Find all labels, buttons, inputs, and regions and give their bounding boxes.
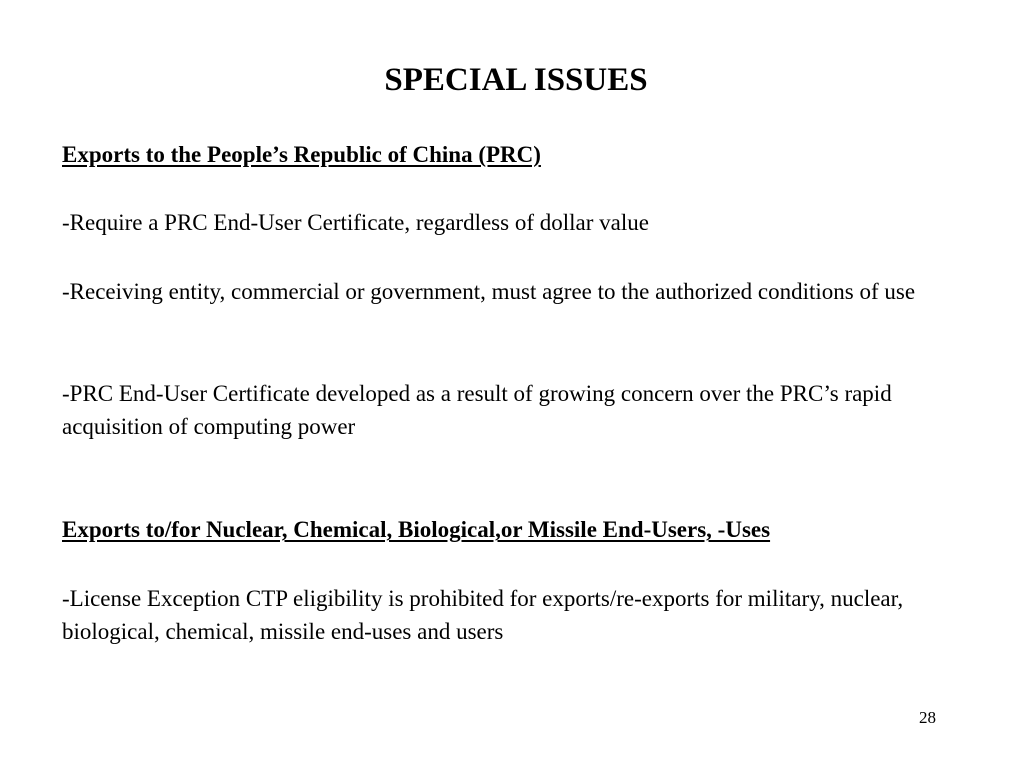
bullet-ctp-prohibited: -License Exception CTP eligibility is prohibited for exports/re-exports for military, nuclear, biological, chemical, missile end-uses and users — [62, 586, 904, 644]
bullet-prc-certificate: -Require a PRC End-User Certificate, regardless of dollar value — [62, 210, 649, 235]
slide-title: SPECIAL ISSUES — [384, 62, 648, 98]
page-number: 28 — [919, 708, 936, 727]
bullet-prc-computing-concern: -PRC End-User Certificate developed as a result of growing concern over the PRC’s rapid acquisition of computing power — [62, 381, 892, 439]
section-heading-prc: Exports to the People’s Republic of China (PRC) — [62, 142, 541, 167]
bullet-prc-receiving-entity: -Receiving entity, commercial or government, must agree to the authorized conditions of use — [62, 279, 916, 304]
section-heading-nuclear: Exports to/for Nuclear, Chemical, Biological,or Missile End-Users, -Uses — [62, 517, 771, 542]
